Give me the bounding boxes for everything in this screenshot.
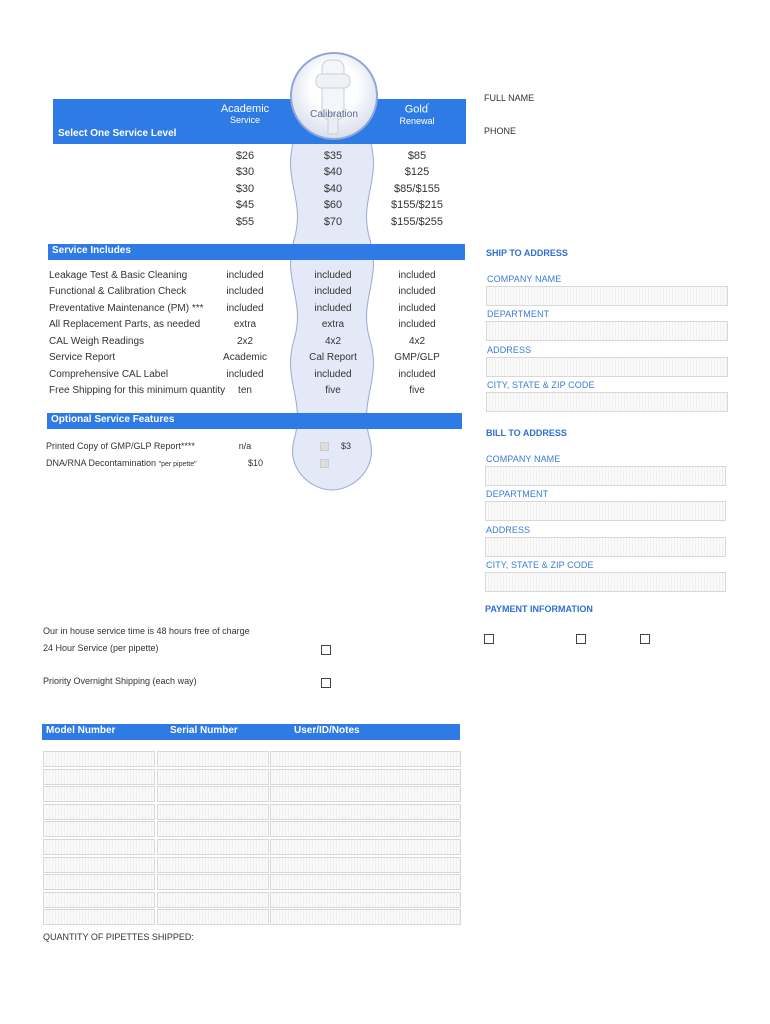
pipette-icon (292, 54, 376, 138)
include-gold-value: included (398, 286, 436, 297)
hour24-label: 24 Hour Service (per pipette) (43, 643, 159, 653)
serial-number-cell[interactable] (157, 874, 269, 890)
include-gold-value: included (398, 270, 436, 281)
model-number-cell[interactable] (43, 751, 155, 767)
include-calibration-value: extra (321, 319, 345, 330)
payment-title: PAYMENT INFORMATION (485, 604, 593, 614)
include-academic-value: Academic (223, 352, 267, 363)
gold-mark: ' (427, 103, 430, 110)
optional-features-header (47, 413, 462, 429)
price-calibration: $70 (323, 216, 343, 228)
calibration-title: Calibration (310, 109, 358, 120)
serial-number-cell[interactable] (157, 909, 269, 925)
overnight-label: Priority Overnight Shipping (each way) (43, 676, 197, 686)
optional-features-title: Optional Service Features (51, 414, 175, 425)
pipette-calibration-logo (290, 52, 378, 140)
model-number-cell[interactable] (43, 821, 155, 837)
serial-number-header: Serial Number (170, 725, 238, 736)
user-id-notes-cell[interactable] (270, 804, 461, 820)
payment-option-2-checkbox[interactable] (576, 634, 586, 644)
academic-header (205, 103, 285, 125)
pipette-table-header (42, 724, 460, 740)
bill-to-title: BILL TO ADDRESS (486, 428, 567, 438)
include-row-label: Free Shipping for this minimum quantity (49, 385, 226, 396)
model-number-cell[interactable] (43, 804, 155, 820)
serial-number-cell[interactable] (157, 751, 269, 767)
gold-header (380, 103, 454, 126)
user-id-notes-header: User/ID/Notes (294, 725, 360, 736)
include-calibration-value: Cal Report (309, 352, 357, 363)
ship-company-field[interactable] (486, 286, 728, 306)
gmp-report-checkbox[interactable] (320, 442, 329, 451)
include-row-label: Leakage Test & Basic Cleaning (49, 270, 188, 281)
bill-address-label: ADDRESS (486, 525, 531, 535)
include-gold-value: 4x2 (408, 336, 426, 347)
include-gold-value: five (409, 385, 425, 396)
serial-number-cell[interactable] (157, 786, 269, 802)
include-calibration-value: five (325, 385, 341, 396)
include-gold-value: included (398, 369, 436, 380)
model-number-cell[interactable] (43, 786, 155, 802)
ship-address-label: ADDRESS (487, 345, 532, 355)
include-calibration-value: included (314, 286, 352, 297)
price-gold: $85/$155 (394, 183, 440, 195)
model-number-cell[interactable] (43, 857, 155, 873)
include-academic-value: included (226, 303, 264, 314)
hour24-checkbox[interactable] (321, 645, 331, 655)
select-level-label: Select One Service Level (58, 128, 177, 139)
price-academic: $26 (235, 150, 255, 162)
price-gold: $155/$255 (391, 216, 443, 228)
ship-department-field[interactable] (486, 321, 728, 341)
academic-subtitle: Service (229, 115, 260, 125)
bill-address-field[interactable] (485, 537, 726, 557)
ship-to-title: SHIP TO ADDRESS (486, 248, 568, 258)
quantity-shipped-label: QUANTITY OF PIPETTES SHIPPED: (43, 932, 194, 942)
include-gold-value: included (398, 303, 436, 314)
price-academic: $30 (235, 166, 255, 178)
include-row-label: All Replacement Parts, as needed (49, 319, 201, 330)
bill-company-label: COMPANY NAME (486, 454, 561, 464)
service-time-note: Our in house service time is 48 hours free of charge (43, 626, 250, 636)
include-academic-value: included (226, 369, 264, 380)
bill-department-field[interactable] (485, 501, 726, 521)
price-gold: $85 (407, 150, 427, 162)
serial-number-cell[interactable] (157, 892, 269, 908)
ship-city-label: CITY, STATE & ZIP CODE (487, 380, 595, 390)
price-calibration: $35 (323, 150, 343, 162)
gmp-report-academic: n/a (238, 441, 252, 451)
serial-number-cell[interactable] (157, 857, 269, 873)
user-id-notes-cell[interactable] (270, 769, 461, 785)
gmp-report-label: Printed Copy of GMP/GLP Report**** (46, 441, 195, 451)
include-row-label: CAL Weigh Readings (49, 336, 145, 347)
include-gold-value: included (398, 319, 436, 330)
bill-city-field[interactable] (485, 572, 726, 592)
academic-title: Academic (220, 103, 270, 115)
price-academic: $55 (235, 216, 255, 228)
bill-department-label: DEPARTMENT (486, 489, 549, 499)
include-row-label: Comprehensive CAL Label (49, 369, 169, 380)
include-calibration-value: included (314, 369, 352, 380)
phone-label: PHONE (484, 126, 517, 136)
dna-decon-label (46, 458, 197, 468)
dna-decon-price: $10 (248, 458, 264, 468)
serial-number-cell[interactable] (157, 804, 269, 820)
model-number-cell[interactable] (43, 874, 155, 890)
service-includes-header (48, 244, 465, 260)
model-number-cell[interactable] (43, 892, 155, 908)
dna-decon-note: "per pipette" (158, 461, 197, 468)
model-number-cell[interactable] (43, 839, 155, 855)
gmp-report-price: $3 (341, 441, 352, 451)
include-academic-value: 2x2 (236, 336, 254, 347)
user-id-notes-cell[interactable] (270, 821, 461, 837)
model-number-header: Model Number (46, 725, 116, 736)
price-academic: $45 (235, 199, 255, 211)
include-academic-value: included (226, 286, 264, 297)
user-id-notes-cell[interactable] (270, 786, 461, 802)
serial-number-cell[interactable] (157, 839, 269, 855)
include-academic-value: ten (238, 385, 252, 396)
include-calibration-value: included (314, 270, 352, 281)
include-calibration-value: 4x2 (324, 336, 342, 347)
ship-address-field[interactable] (486, 357, 728, 377)
price-academic: $30 (235, 183, 255, 195)
include-calibration-value: included (314, 303, 352, 314)
user-id-notes-cell[interactable] (270, 909, 461, 925)
include-row-label: Service Report (49, 352, 116, 363)
include-academic-value: included (226, 270, 264, 281)
payment-option-3-checkbox[interactable] (640, 634, 650, 644)
overnight-checkbox[interactable] (321, 678, 331, 688)
full-name-label: FULL NAME (484, 93, 535, 103)
include-row-label: Preventative Maintenance (PM) *** (49, 303, 204, 314)
service-includes-title: Service Includes (52, 245, 131, 256)
user-id-notes-cell[interactable] (270, 751, 461, 767)
gold-title: Gold (404, 103, 428, 116)
model-number-cell[interactable] (43, 769, 155, 785)
price-calibration: $40 (323, 183, 343, 195)
include-row-label: Functional & Calibration Check (49, 286, 187, 297)
ship-city-field[interactable] (486, 392, 728, 412)
dna-decon-checkbox[interactable] (320, 459, 329, 468)
payment-option-1-checkbox[interactable] (484, 634, 494, 644)
bill-city-label: CITY, STATE & ZIP CODE (486, 560, 594, 570)
price-calibration: $40 (323, 166, 343, 178)
ship-department-label: DEPARTMENT (487, 309, 550, 319)
serial-number-cell[interactable] (157, 821, 269, 837)
serial-number-cell[interactable] (157, 769, 269, 785)
dna-decon-text: DNA/RNA Decontamination (46, 458, 157, 468)
gold-subtitle: Renewal (399, 115, 435, 126)
ship-company-label: COMPANY NAME (487, 274, 562, 284)
include-academic-value: extra (233, 319, 257, 330)
price-gold: $155/$215 (391, 199, 443, 211)
model-number-cell[interactable] (43, 909, 155, 925)
user-id-notes-cell[interactable] (270, 892, 461, 908)
price-calibration: $60 (323, 199, 343, 211)
user-id-notes-cell[interactable] (270, 839, 461, 855)
user-id-notes-cell[interactable] (270, 857, 461, 873)
include-gold-value: GMP/GLP (394, 352, 440, 363)
price-gold: $125 (404, 166, 430, 178)
user-id-notes-cell[interactable] (270, 874, 461, 890)
bill-company-field[interactable] (485, 466, 726, 486)
